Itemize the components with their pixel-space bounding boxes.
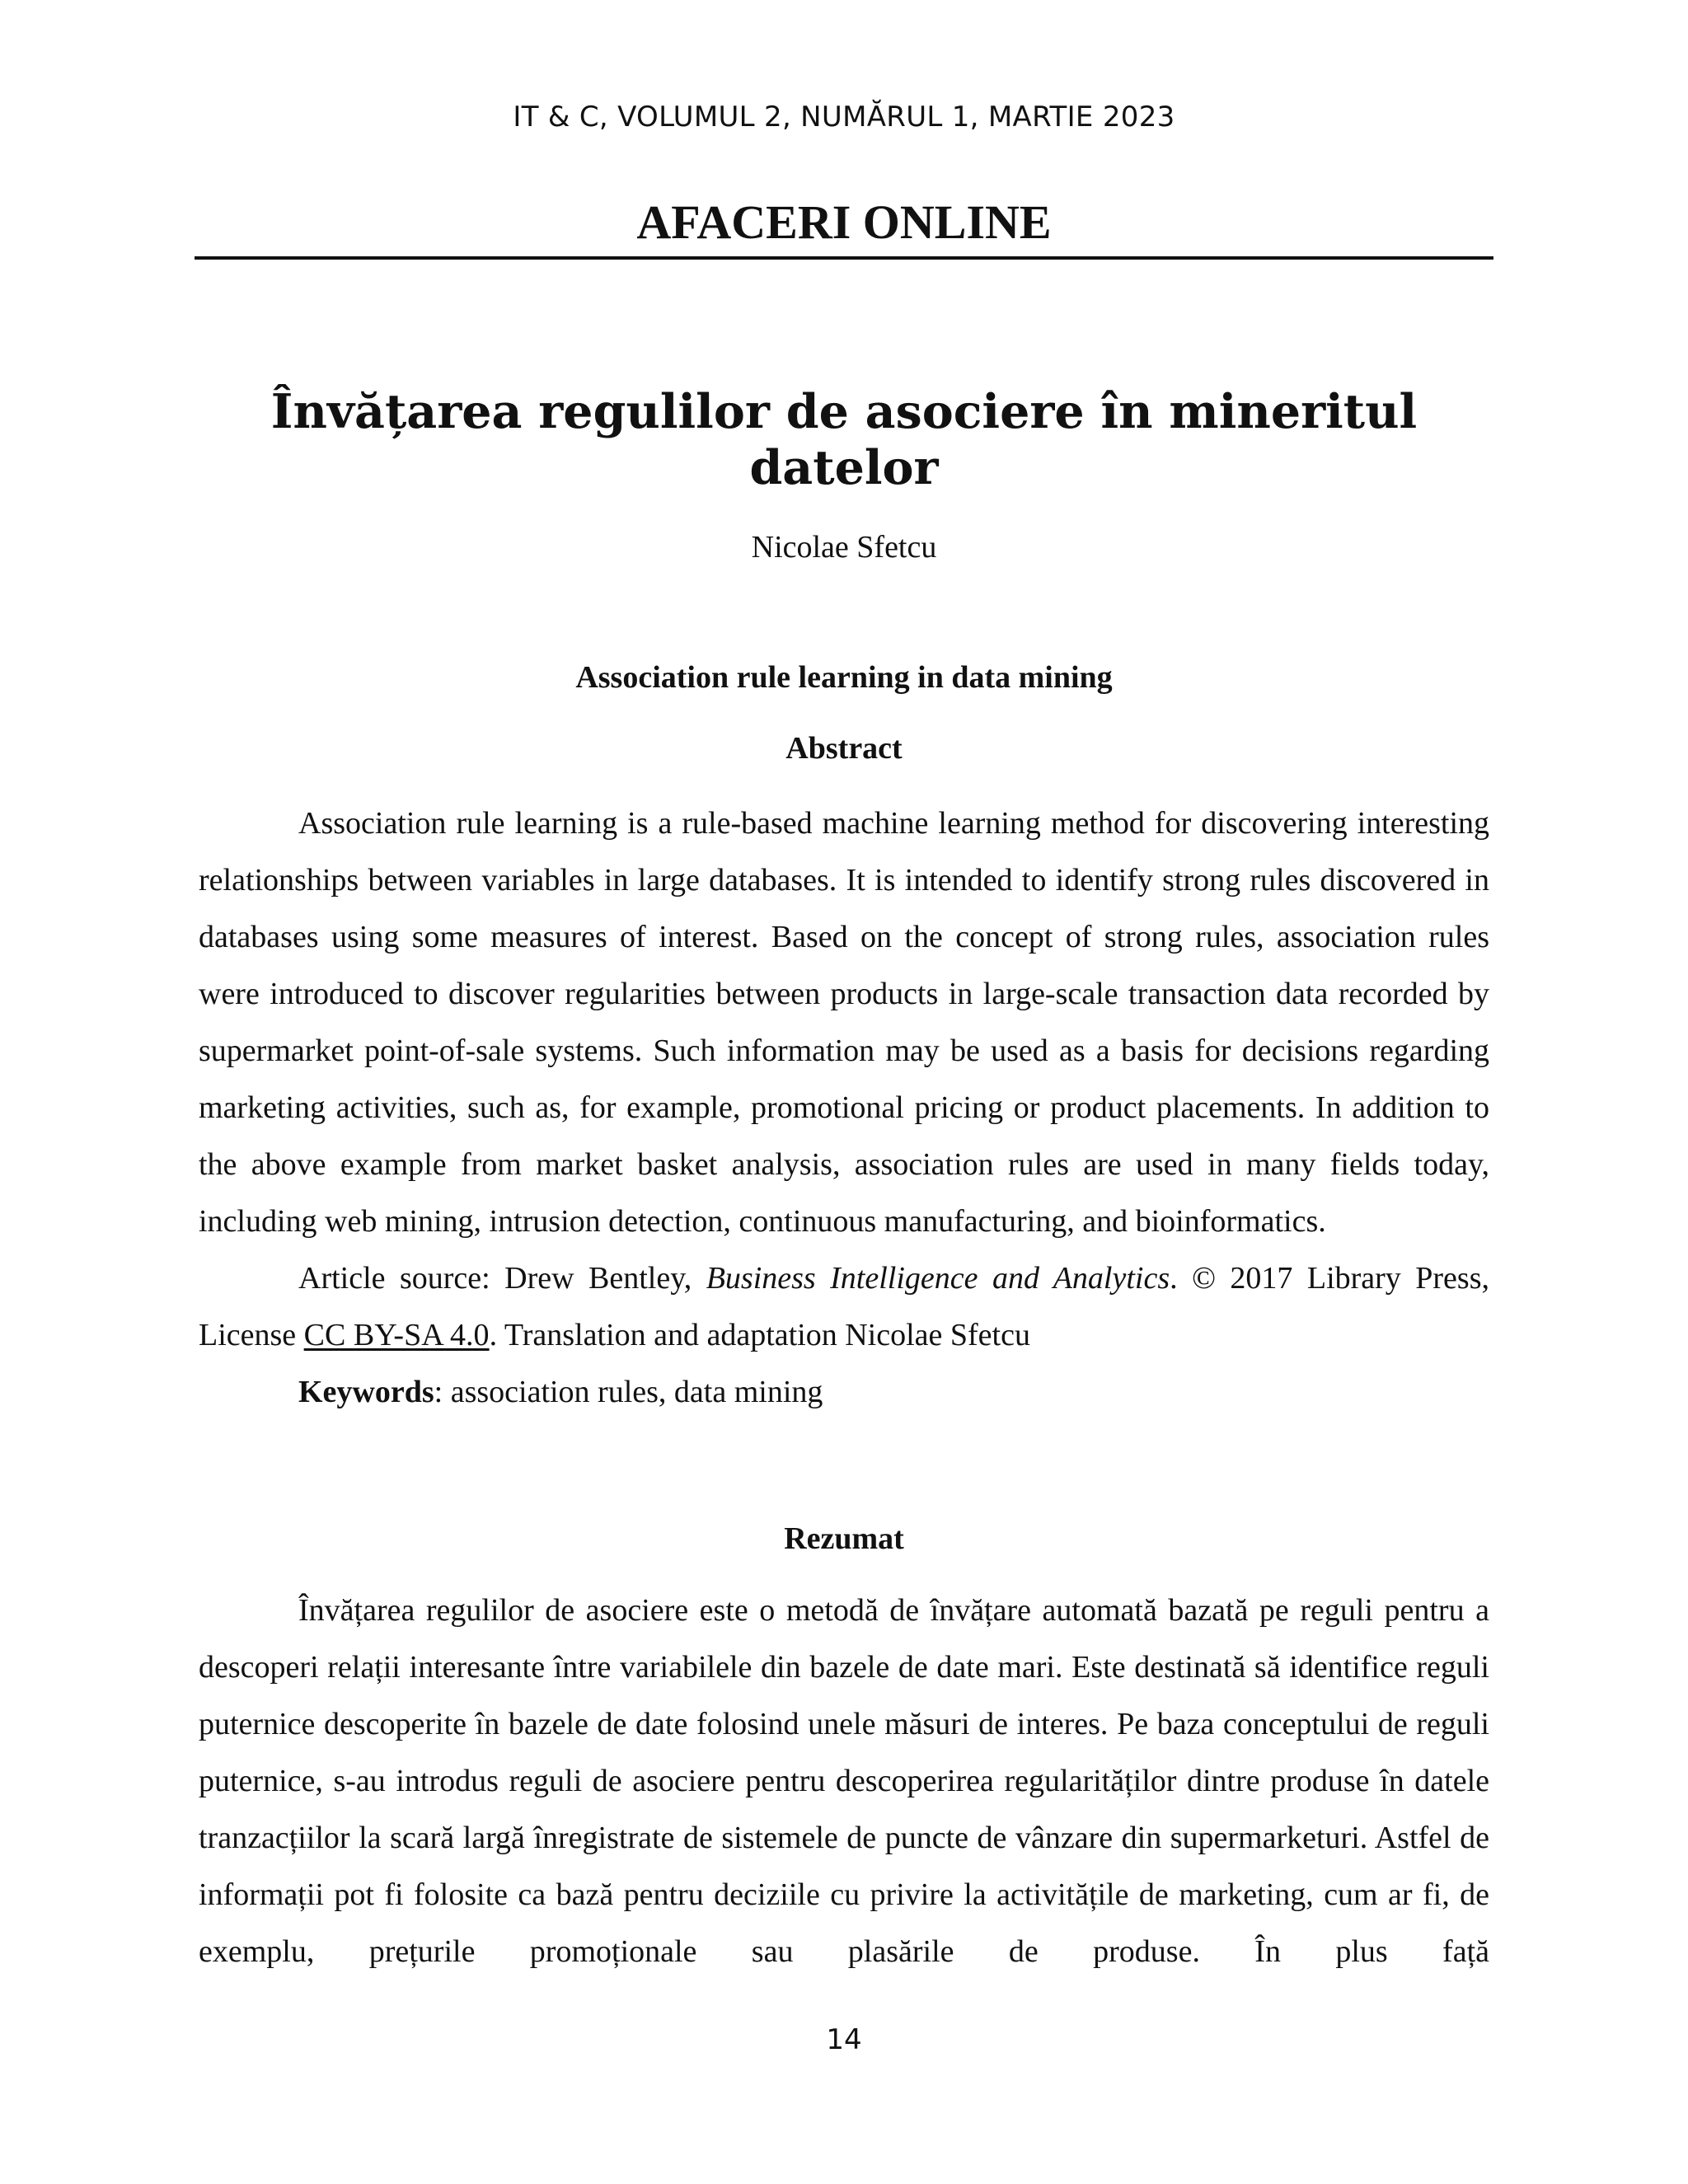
abstract-section xyxy=(199,795,1489,1421)
keywords-label: Keywords xyxy=(298,1375,434,1409)
english-title: Association rule learning in data mining xyxy=(575,660,1113,695)
page-number: 14 xyxy=(826,2023,862,2056)
source-book-title: Business Intelligence and Analytics xyxy=(706,1261,1170,1296)
abstract-heading: Abstract xyxy=(785,731,903,766)
abstract-paragraph: Association rule learning is a rule-based machine learning method for discovering interesting relationships between variables in large databases. It is intended to identify strong rules discovered in databases using some measures of interest. Based on the concept of strong rules, association rules were introduced to discover regularities between products in large-scale transaction data recorded by supermarket point-of-sale systems. Such information may be used as a basis for decisions regarding marketing activities, such as, for example, promotional pricing or product placements. In addition to the above example from market basket analysis, association rules are used in many fields today, including web mining, intrusion detection, continuous manufacturing, and bioinformatics. xyxy=(199,806,1489,1239)
rezumat-section xyxy=(199,1582,1489,1980)
source-middle: . © 2017 Library Press, License xyxy=(199,1261,1489,1352)
license-link[interactable]: CC BY-SA 4.0 xyxy=(303,1318,490,1352)
source-prefix: Article source: Drew Bentley, xyxy=(298,1261,706,1296)
rezumat-heading: Rezumat xyxy=(784,1521,904,1556)
section-divider xyxy=(195,256,1493,260)
author-name: Nicolae Sfetcu xyxy=(751,530,937,565)
rezumat-paragraph: Învățarea regulilor de asociere este o metodă de învățare automată bazată pe reguli pentru a descoperi relații interesante între variabilele din bazele de date mari. Este destinată să identifice reguli puternice descoperite în bazele de date folosind unele măsuri de interes. Pe baza conceptului de reguli puternice, s-au introdus reguli de asociere pentru descoperirea regularităților dintre produse în datele tranzacțiilor la scară largă înregistrate de sistemele de puncte de vânzare din supermarketuri. Astfel de informații pot fi folosite ca bază pentru deciziile cu privire la activitățile de marketing, cum ar fi, de exemplu, prețurile promoționale sau plasările de produse. În plus față xyxy=(199,1593,1489,1969)
section-title: AFACERI ONLINE xyxy=(636,195,1052,249)
article-title: Învățarea regulilor de asociere în mineritul datelor xyxy=(270,384,1418,495)
article-source xyxy=(199,1250,1489,1364)
running-header: IT & C, VOLUMUL 2, NUMĂRUL 1, MARTIE 2023 xyxy=(513,101,1175,134)
keywords-text: : association rules, data mining xyxy=(434,1375,823,1409)
keywords-line xyxy=(199,1364,1489,1421)
source-suffix: . Translation and adaptation Nicolae Sfetcu xyxy=(489,1318,1030,1352)
